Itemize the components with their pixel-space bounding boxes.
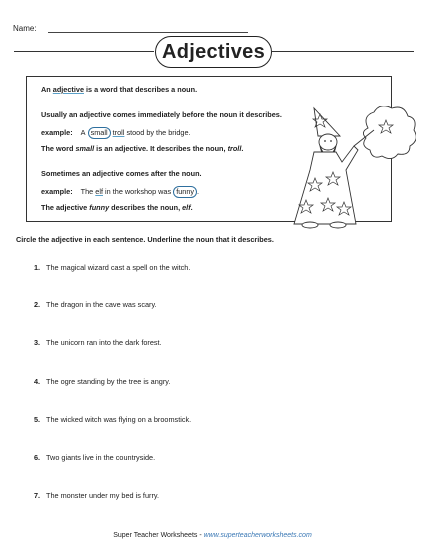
explanation-one [41, 144, 243, 153]
title-rule-left [14, 51, 154, 52]
question-item [34, 263, 190, 272]
name-label: Name: [13, 24, 37, 33]
explanation-adjective: funny [89, 203, 110, 212]
explanation-noun: troll [227, 144, 242, 153]
question-number: 2. [34, 300, 41, 309]
explanation-two [41, 203, 193, 212]
example-noun-underlined: troll [112, 128, 125, 137]
definition-text: An [41, 85, 53, 94]
footer-url-link[interactable]: www.superteacherworksheets.com [203, 532, 312, 539]
question-item [34, 300, 157, 309]
wizard-hat-icon [314, 108, 340, 136]
explanation-text: The adjective [41, 203, 90, 212]
explanation-text: describes the noun, [109, 203, 183, 212]
example-label: example: [41, 187, 73, 196]
question-sentence[interactable]: The ogre standing by the tree is angry. [46, 377, 171, 386]
definition-term: adjective [52, 85, 84, 94]
question-item [34, 415, 191, 424]
explanation-text: . [241, 144, 244, 153]
question-number: 5. [34, 415, 41, 424]
question-sentence[interactable]: Two giants live in the countryside. [46, 453, 156, 462]
question-sentence[interactable]: The dragon in the cave was scary. [46, 300, 157, 309]
example-adjective-circled: small [88, 127, 111, 139]
example-two [41, 186, 199, 198]
question-number: 1. [34, 263, 41, 272]
question-sentence[interactable]: The unicorn ran into the dark forest. [46, 338, 162, 347]
example-text: A [80, 128, 86, 137]
rule-two: Sometimes an adjective comes after the noun. [41, 169, 202, 178]
question-sentence[interactable]: The monster under my bed is furry. [46, 491, 160, 500]
question-number: 7. [34, 491, 41, 500]
wizard-illustration [270, 106, 416, 232]
question-sentence[interactable]: The magical wizard cast a spell on the witch. [46, 263, 191, 272]
wizard-robe-icon [294, 146, 358, 224]
footer [0, 532, 425, 539]
title-rule-right [272, 51, 414, 52]
definition-line [41, 85, 197, 94]
question-item [34, 453, 155, 462]
example-text: The [80, 187, 94, 196]
question-number: 3. [34, 338, 41, 347]
example-text: in the workshop was [105, 187, 172, 196]
example-text: stood by the bridge. [126, 128, 191, 137]
definition-text: is a word that describes a noun. [84, 85, 198, 94]
explanation-noun: elf [182, 203, 191, 212]
explanation-text: The word [41, 144, 76, 153]
explanation-text: . [190, 203, 193, 212]
instructions: Circle the adjective in each sentence. Underline the noun that it describes. [16, 235, 274, 244]
example-label: example: [41, 128, 73, 137]
wizard-face-icon [319, 134, 337, 150]
question-item [34, 377, 170, 386]
name-field[interactable] [48, 32, 248, 33]
example-text: . [197, 187, 200, 196]
example-noun-underlined: elf [95, 187, 103, 196]
question-sentence[interactable]: The wicked witch was flying on a broomstick. [46, 415, 192, 424]
footer-brand: Super Teacher Worksheets - [113, 532, 204, 539]
question-number: 4. [34, 377, 41, 386]
example-adjective-circled: funny [173, 186, 197, 198]
example-one [41, 127, 191, 139]
explanation-text: is an adjective. It describes the noun, [94, 144, 228, 153]
question-item [34, 338, 162, 347]
question-number: 6. [34, 453, 41, 462]
page-title: Adjectives [155, 36, 272, 68]
question-item [34, 491, 159, 500]
explanation-adjective: small [75, 144, 95, 153]
rule-one: Usually an adjective comes immediately before the noun it describes. [41, 110, 282, 119]
